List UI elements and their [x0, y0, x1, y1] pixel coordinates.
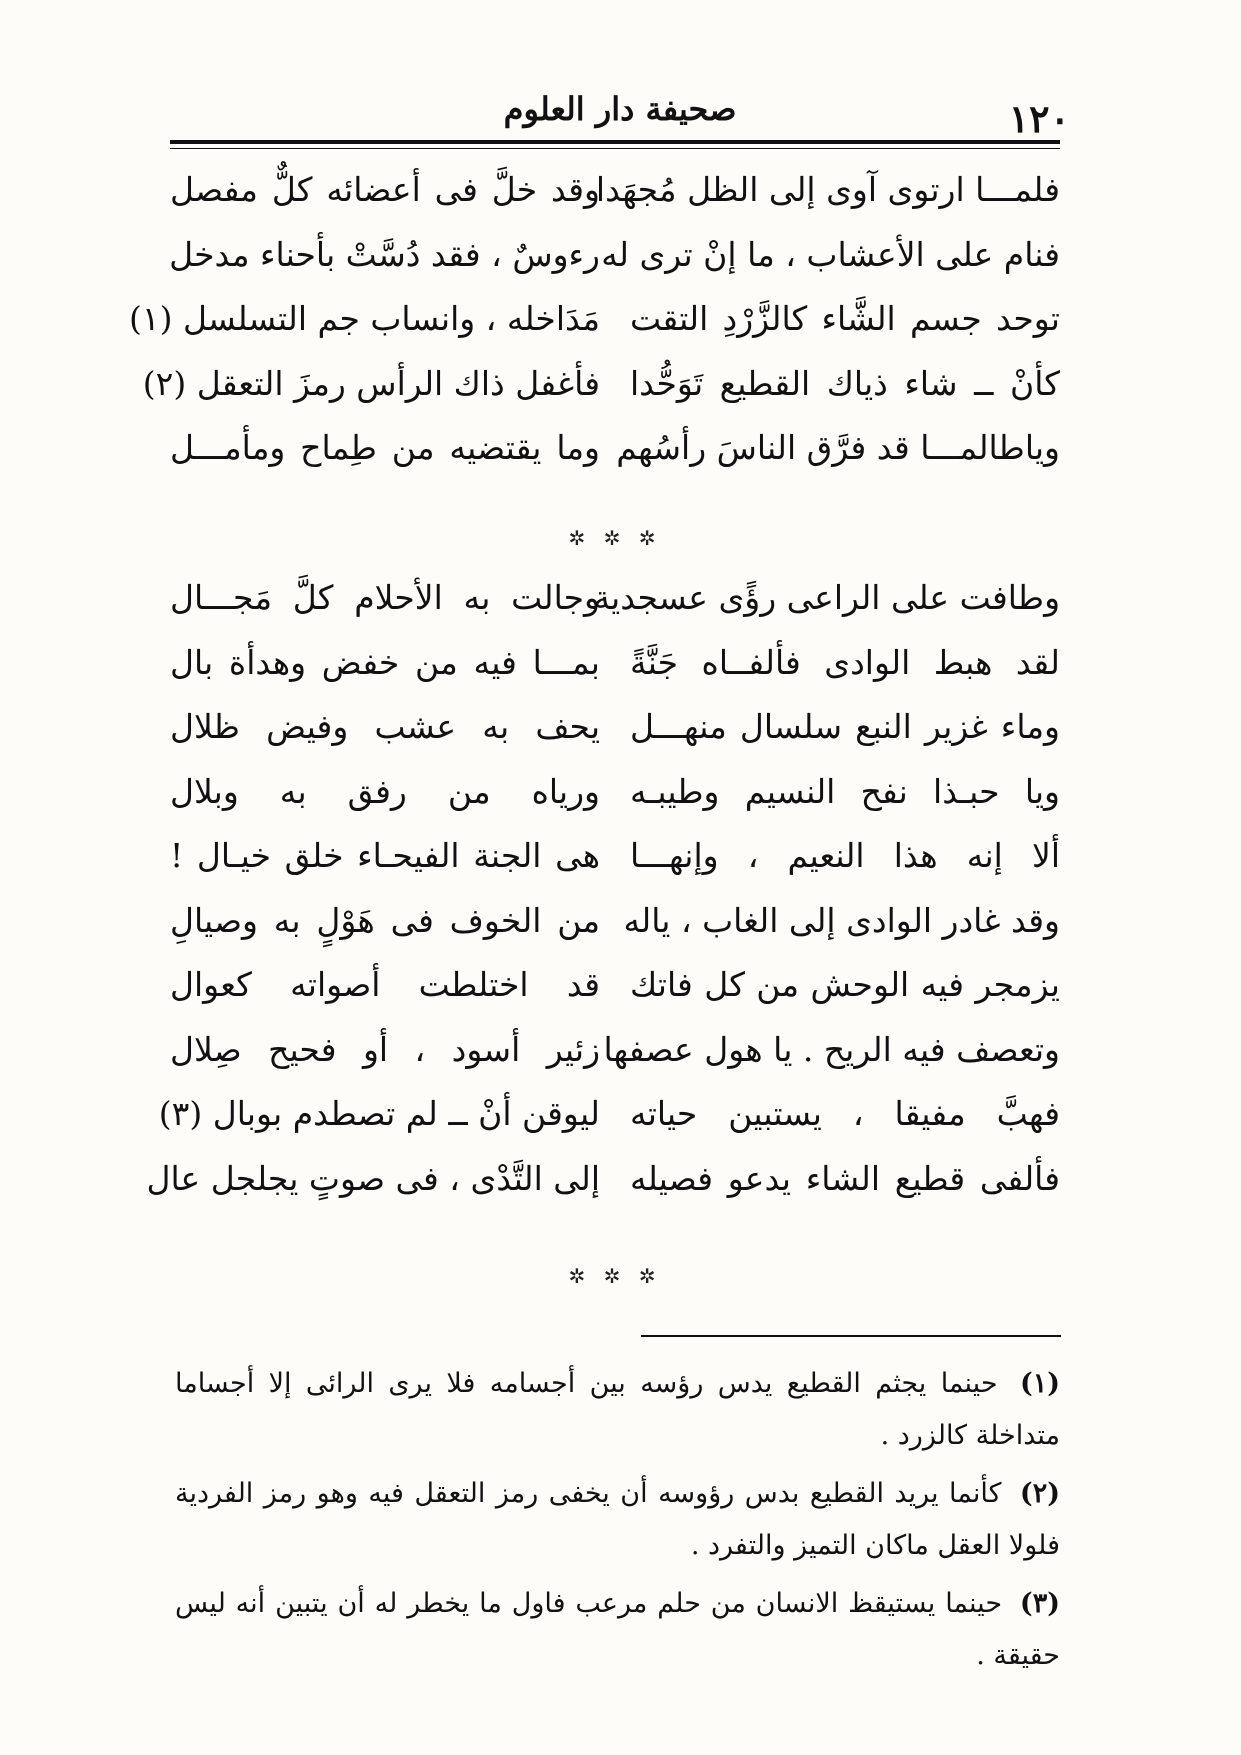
page-header	[170, 88, 1070, 148]
stanza-separator: ✲ ✲ ✲	[568, 526, 662, 550]
first-hemistich: وقد غادر الوادى إلى الغاب ، ياله	[623, 900, 1060, 940]
footnote	[175, 1578, 1060, 1682]
first-hemistich: ألا إنه هذا النعيم ، وإنهـــا	[630, 836, 1060, 875]
second-hemistich: وما يقتضيه من طِماح ومأمـــل	[170, 428, 600, 467]
second-hemistich: إلى التَّدْى ، فى صوتٍ يجلجل عال	[146, 1158, 600, 1198]
verse-line	[170, 824, 1060, 889]
second-hemistich: وجالت به الأحلام كلَّ مَجـــال	[170, 578, 600, 617]
second-hemistich: رءوسٌ ، فقد دُسَّتْ بأحناء مدخل	[169, 234, 600, 274]
second-hemistich: بمـــا فيه من خفض وهدأة بال	[170, 642, 600, 682]
verse-line	[170, 223, 1060, 288]
first-hemistich: لقد هبط الوادى فألفــاه جَنَّةً	[630, 642, 1060, 682]
verse-line	[170, 416, 1060, 481]
verse-line	[170, 760, 1060, 825]
first-hemistich: كأنْ ــ شاء ذياك القطيع تَوَحُّدا	[630, 363, 1060, 403]
second-hemistich: زئير أسود ، أو فحيح صِلال	[170, 1029, 600, 1069]
footnote-marker: (١)	[1019, 1368, 1061, 1399]
second-hemistich: هى الجنة الفيحـاء خلق خيـال !	[170, 836, 600, 875]
second-hemistich: فأغفل ذاك الرأس رمزَ التعقل (٢)	[142, 363, 600, 403]
verse-line	[170, 953, 1060, 1018]
verse-line	[170, 695, 1060, 760]
header-rule-thin	[170, 148, 1060, 149]
second-hemistich: ورياه من رفق به وبلال	[170, 771, 600, 811]
first-hemistich: وطافت على الراعى رؤًى عسجدية	[593, 578, 1060, 617]
footnotes	[175, 1358, 1060, 1688]
stanza-2	[146, 566, 1060, 1211]
running-title: صحيفة دار العلوم	[503, 90, 737, 128]
footnote	[175, 1468, 1060, 1572]
footnote-marker: (٣)	[1019, 1588, 1060, 1619]
first-hemistich: وتعصف فيه الريح . يا هول عصفها	[603, 1029, 1060, 1069]
first-hemistich: توحد جسم الشَّاء كالزَّرْدِ التقت	[630, 299, 1060, 338]
footnote-text: حينما يجثم القطيع يدس رؤسه بين أجسامه فلا يرى الرائى إلا أجساما متداخلة كالزرد .	[175, 1368, 1060, 1451]
first-hemistich: وماء غزير النبع سلسال منهـــل	[630, 707, 1060, 746]
footnote-marker: (٢)	[1019, 1478, 1060, 1509]
first-hemistich: فنام على الأعشاب ، ما إنْ ترى له	[601, 234, 1060, 274]
verse-line	[170, 158, 1060, 223]
footnote-text: حينما يستيقظ الانسان من حلم مرعب فاول ما يخطر له أن يتبين أنه ليس حقيقة .	[175, 1588, 1060, 1671]
first-hemistich: فألفى قطيع الشاء يدعو فصيله	[630, 1158, 1060, 1198]
footnote-rule	[641, 1335, 1061, 1337]
verse-line	[142, 352, 1060, 417]
verse-line	[170, 1018, 1060, 1083]
verse-line	[146, 1147, 1060, 1212]
second-hemistich: يحف به عشب وفيض ظلال	[170, 707, 600, 746]
second-hemistich: وقد خلَّ فى أعضائه كلٌّ مفصل	[170, 170, 600, 209]
second-hemistich: مَدَاخله ، وانساب جم التسلسل (١)	[129, 299, 600, 338]
first-hemistich: وياطالمـــا قد فرَّق الناسَ رأسُهم	[616, 428, 1060, 467]
verse-line	[158, 1082, 1060, 1147]
header-rule	[170, 140, 1060, 144]
stanza-1	[129, 158, 1060, 481]
first-hemistich: ويا حبـذا نفح النسيم وطيبـه	[630, 771, 1060, 811]
second-hemistich: ليوقن أنْ ــ لم تصطدم بوبال (٣)	[158, 1094, 600, 1133]
second-hemistich: قد اختلطت أصواته كعوال	[170, 965, 600, 1004]
stanza-separator: ✲ ✲ ✲	[568, 1264, 662, 1288]
page-number: ١٢٠	[1008, 96, 1070, 141]
first-hemistich: يزمجر فيه الوحش من كل فاتك	[630, 965, 1060, 1004]
first-hemistich: فهبَّ مفيقا ، يستبين حياته	[630, 1094, 1060, 1133]
footnote	[175, 1358, 1060, 1462]
first-hemistich: فلمـــا ارتوى آوى إلى الظل مُجهَدا	[595, 170, 1060, 209]
verse-line	[170, 566, 1060, 631]
verse-line	[129, 287, 1060, 352]
verse-line	[170, 631, 1060, 696]
footnote-text: كأنما يريد القطيع بدس رؤوسه أن يخفى رمز التعقل فيه وهو رمز الفردية فلولا العقل ماكان التميز والتفرد .	[175, 1478, 1060, 1561]
second-hemistich: من الخوف فى هَوْلٍ به وصيالِ	[170, 900, 600, 940]
verse-line	[170, 889, 1060, 954]
